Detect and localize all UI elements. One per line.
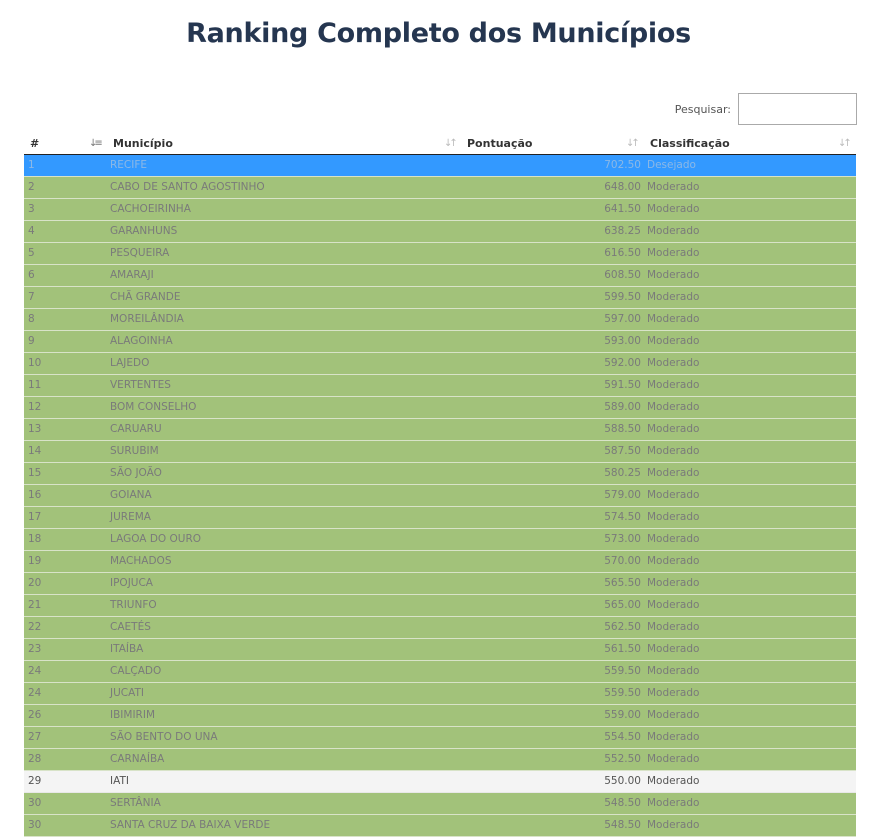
pontuacao-cell: 593.00 [604, 335, 641, 347]
rank-cell: 14 [28, 445, 42, 457]
pontuacao-cell: 552.50 [604, 753, 641, 765]
classificacao-cell: Moderado [647, 577, 700, 589]
table-row[interactable] [24, 397, 856, 419]
table-row[interactable] [24, 529, 856, 551]
pontuacao-cell: 589.00 [604, 401, 641, 413]
classificacao-cell: Moderado [647, 797, 700, 809]
municipio-cell: SERTÂNIA [110, 797, 161, 809]
pontuacao-cell: 550.00 [604, 775, 641, 787]
column-header-municipio[interactable] [113, 134, 173, 154]
pontuacao-cell: 579.00 [604, 489, 641, 501]
column-header-pontuacao[interactable] [467, 134, 532, 154]
rank-cell: 21 [28, 599, 42, 611]
table-row[interactable] [24, 441, 856, 463]
pontuacao-cell: 608.50 [604, 269, 641, 281]
classificacao-cell: Desejado [647, 159, 696, 171]
municipio-cell: CACHOEIRINHA [110, 203, 191, 215]
pontuacao-cell: 702.50 [604, 159, 641, 171]
pontuacao-cell: 559.50 [604, 687, 641, 699]
rank-cell: 5 [28, 247, 35, 259]
classificacao-cell: Moderado [647, 709, 700, 721]
rank-cell: 17 [28, 511, 42, 523]
rank-cell: 24 [28, 665, 42, 677]
municipio-cell: SÃO BENTO DO UNA [110, 731, 218, 743]
classificacao-cell: Moderado [647, 247, 700, 259]
municipio-cell: LAJEDO [110, 357, 150, 369]
pontuacao-cell: 648.00 [604, 181, 641, 193]
municipio-cell: SÃO JOÃO [110, 467, 162, 479]
rank-cell: 29 [28, 775, 42, 787]
table-row[interactable] [24, 353, 856, 375]
rank-cell: 10 [28, 357, 42, 369]
rank-cell: 24 [28, 687, 42, 699]
pontuacao-cell: 638.25 [604, 225, 641, 237]
rank-cell: 7 [28, 291, 35, 303]
table-row[interactable] [24, 375, 856, 397]
municipio-cell: CAETÉS [110, 621, 151, 633]
table-row[interactable] [24, 177, 856, 199]
column-header-pontuacao-label: Pontuação [467, 137, 533, 150]
municipio-cell: LAGOA DO OURO [110, 533, 202, 545]
rank-cell: 6 [28, 269, 35, 281]
pontuacao-cell: 565.00 [604, 599, 641, 611]
column-header-rank[interactable] [30, 134, 39, 154]
search-input[interactable] [738, 93, 857, 125]
classificacao-cell: Moderado [647, 511, 700, 523]
pontuacao-cell: 548.50 [604, 819, 641, 831]
municipio-cell: IATI [110, 775, 129, 787]
classificacao-cell: Moderado [647, 621, 700, 633]
municipio-cell: IBIMIRIM [110, 709, 156, 721]
sort-ascending-icon[interactable]: ↓≡ [89, 138, 100, 149]
classificacao-cell: Moderado [647, 401, 700, 413]
classificacao-cell: Moderado [647, 357, 700, 369]
pontuacao-cell: 559.50 [604, 665, 641, 677]
municipio-cell: VERTENTES [110, 379, 171, 391]
ranking-table [24, 134, 856, 837]
column-header-classificacao[interactable] [650, 134, 730, 154]
table-row[interactable] [24, 265, 856, 287]
classificacao-cell: Moderado [647, 533, 700, 545]
rank-cell: 9 [28, 335, 35, 347]
classificacao-cell: Moderado [647, 269, 700, 281]
classificacao-cell: Moderado [647, 313, 700, 325]
classificacao-cell: Moderado [647, 489, 700, 501]
classificacao-cell: Moderado [647, 291, 700, 303]
municipio-cell: PESQUEIRA [110, 247, 170, 259]
classificacao-cell: Moderado [647, 687, 700, 699]
rank-cell: 2 [28, 181, 35, 193]
municipio-cell: CARNAÍBA [110, 753, 165, 765]
municipio-cell: SURUBIM [110, 445, 159, 457]
classificacao-cell: Moderado [647, 599, 700, 611]
pontuacao-cell: 599.50 [604, 291, 641, 303]
classificacao-cell: Moderado [647, 665, 700, 677]
rank-cell: 19 [28, 555, 42, 567]
rank-cell: 18 [28, 533, 42, 545]
municipio-cell: MACHADOS [110, 555, 172, 567]
pontuacao-cell: 588.50 [604, 423, 641, 435]
table-row[interactable] [24, 683, 856, 705]
table-row[interactable] [24, 573, 856, 595]
classificacao-cell: Moderado [647, 225, 700, 237]
classificacao-cell: Moderado [647, 819, 700, 831]
rank-cell: 4 [28, 225, 35, 237]
pontuacao-cell: 561.50 [604, 643, 641, 655]
page-title: Ranking Completo dos Municípios [186, 18, 691, 49]
rank-cell: 16 [28, 489, 42, 501]
table-row[interactable] [24, 287, 856, 309]
pontuacao-cell: 587.50 [604, 445, 641, 457]
table-row[interactable] [24, 727, 856, 749]
pontuacao-cell: 641.50 [604, 203, 641, 215]
table-row[interactable] [24, 595, 856, 617]
pontuacao-cell: 591.50 [604, 379, 641, 391]
classificacao-cell: Moderado [647, 467, 700, 479]
table-row[interactable] [24, 661, 856, 683]
column-header-rank-label: # [30, 137, 40, 150]
classificacao-cell: Moderado [647, 731, 700, 743]
rank-cell: 30 [28, 797, 42, 809]
pontuacao-cell: 592.00 [604, 357, 641, 369]
municipio-cell: SANTA CRUZ DA BAIXA VERDE [110, 819, 271, 831]
municipio-cell: MOREILÂNDIA [110, 313, 184, 325]
table-row[interactable] [24, 419, 856, 441]
municipio-cell: ALAGOINHA [110, 335, 173, 347]
municipio-cell: CHÃ GRANDE [110, 291, 181, 303]
rank-cell: 1 [28, 159, 35, 171]
classificacao-cell: Moderado [647, 643, 700, 655]
rank-cell: 3 [28, 203, 35, 215]
municipio-cell: CALÇADO [110, 665, 162, 677]
sort-icon[interactable]: ↓↑ [626, 138, 637, 149]
table-row[interactable] [24, 221, 856, 243]
pontuacao-cell: 562.50 [604, 621, 641, 633]
pontuacao-cell: 580.25 [604, 467, 641, 479]
municipio-cell: AMARAJI [110, 269, 154, 281]
rank-cell: 13 [28, 423, 42, 435]
rank-cell: 15 [28, 467, 42, 479]
rank-cell: 23 [28, 643, 42, 655]
table-row[interactable] [24, 815, 856, 837]
table-row[interactable] [24, 793, 856, 815]
table-row[interactable] [24, 749, 856, 771]
rank-cell: 22 [28, 621, 42, 633]
table-row[interactable] [24, 507, 856, 529]
classificacao-cell: Moderado [647, 181, 700, 193]
pontuacao-cell: 565.50 [604, 577, 641, 589]
classificacao-cell: Moderado [647, 445, 700, 457]
column-header-municipio-label: Município [113, 137, 173, 150]
municipio-cell: ITAÍBA [110, 643, 144, 655]
classificacao-cell: Moderado [647, 379, 700, 391]
table-row[interactable] [24, 199, 856, 221]
pontuacao-cell: 616.50 [604, 247, 641, 259]
rank-cell: 8 [28, 313, 35, 325]
table-header [24, 134, 856, 155]
municipio-cell: TRIUNFO [110, 599, 157, 611]
pontuacao-cell: 574.50 [604, 511, 641, 523]
sort-icon[interactable]: ↓↑ [444, 138, 455, 149]
table-body [24, 155, 856, 837]
classificacao-cell: Moderado [647, 753, 700, 765]
table-row[interactable] [24, 463, 856, 485]
table-row[interactable] [24, 771, 856, 793]
rank-cell: 28 [28, 753, 42, 765]
table-row[interactable] [24, 243, 856, 265]
municipio-cell: GARANHUNS [110, 225, 178, 237]
rank-cell: 20 [28, 577, 42, 589]
municipio-cell: IPOJUCA [110, 577, 153, 589]
pontuacao-cell: 573.00 [604, 533, 641, 545]
table-row[interactable] [24, 331, 856, 353]
municipio-cell: JUCATI [110, 687, 144, 699]
table-row[interactable] [24, 705, 856, 727]
municipio-cell: JUREMA [110, 511, 151, 523]
table-row[interactable] [24, 155, 856, 177]
table-row[interactable] [24, 617, 856, 639]
municipio-cell: CARUARU [110, 423, 162, 435]
rank-cell: 26 [28, 709, 42, 721]
pontuacao-cell: 559.00 [604, 709, 641, 721]
municipio-cell: CABO DE SANTO AGOSTINHO [110, 181, 265, 193]
sort-icon[interactable]: ↓↑ [838, 138, 849, 149]
classificacao-cell: Moderado [647, 555, 700, 567]
classificacao-cell: Moderado [647, 423, 700, 435]
municipio-cell: GOIANA [110, 489, 152, 501]
pontuacao-cell: 548.50 [604, 797, 641, 809]
table-row[interactable] [24, 485, 856, 507]
pontuacao-cell: 597.00 [604, 313, 641, 325]
column-header-classificacao-label: Classificação [650, 137, 730, 150]
classificacao-cell: Moderado [647, 335, 700, 347]
rank-cell: 30 [28, 819, 42, 831]
municipio-cell: BOM CONSELHO [110, 401, 197, 413]
rank-cell: 11 [28, 379, 42, 391]
municipio-cell: RECIFE [110, 159, 148, 171]
pontuacao-cell: 554.50 [604, 731, 641, 743]
classificacao-cell: Moderado [647, 203, 700, 215]
search-label: Pesquisar: [674, 102, 731, 116]
table-row[interactable] [24, 309, 856, 331]
search-box [675, 93, 857, 125]
rank-cell: 12 [28, 401, 42, 413]
rank-cell: 27 [28, 731, 42, 743]
table-row[interactable] [24, 639, 856, 661]
table-row[interactable] [24, 551, 856, 573]
classificacao-cell: Moderado [647, 775, 700, 787]
pontuacao-cell: 570.00 [604, 555, 641, 567]
